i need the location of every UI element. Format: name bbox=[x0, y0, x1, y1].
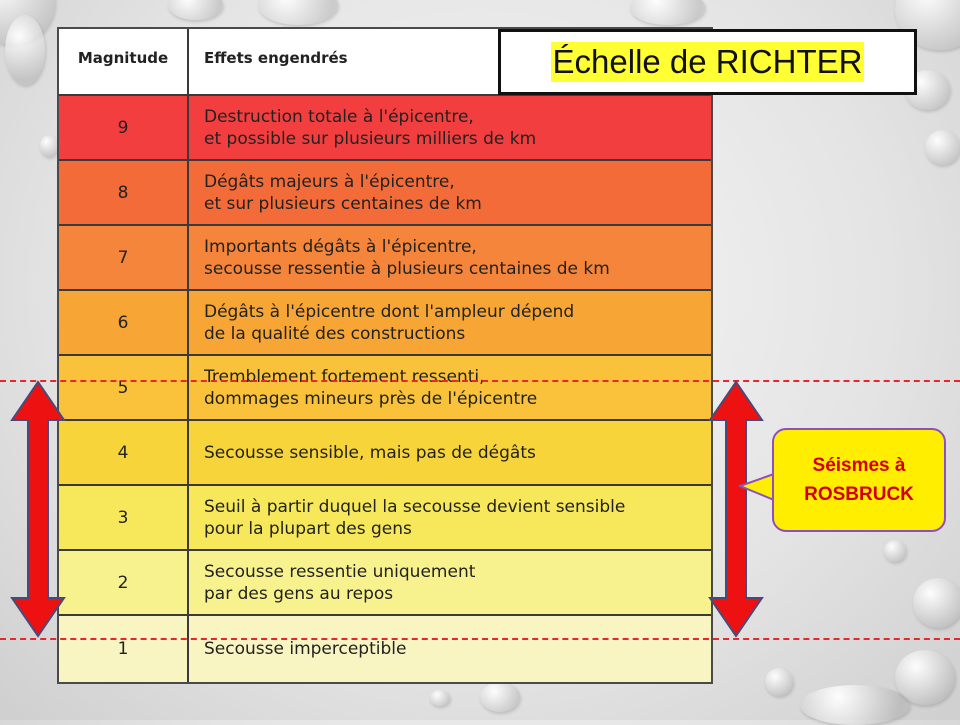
page-title: Échelle de RICHTER bbox=[552, 43, 863, 80]
magnitude-cell: 3 bbox=[59, 486, 189, 549]
page-title-box bbox=[498, 29, 917, 95]
magnitude-header: Magnitude bbox=[59, 29, 189, 94]
effect-cell: Tremblement fortement ressenti, dommages mineurs près de l'épicentre bbox=[204, 366, 538, 409]
water-drop bbox=[630, 0, 705, 25]
magnitude-cell: 9 bbox=[59, 96, 189, 159]
magnitude-cell: 4 bbox=[59, 421, 189, 484]
water-drop bbox=[765, 668, 793, 696]
water-drop bbox=[925, 130, 960, 165]
water-drop bbox=[800, 685, 910, 725]
water-drop bbox=[884, 540, 906, 562]
effect-cell: Dégâts à l'épicentre dont l'ampleur dépend de la qualité des constructions bbox=[204, 301, 575, 344]
table-row bbox=[59, 161, 711, 226]
effect-cell: Dégâts majeurs à l'épicentre, et sur plusieurs centaines de km bbox=[204, 171, 482, 214]
callout-line-2: ROSBRUCK bbox=[804, 484, 914, 505]
effect-cell: Destruction totale à l'épicentre, et possible sur plusieurs milliers de km bbox=[204, 106, 537, 149]
magnitude-cell: 8 bbox=[59, 161, 189, 224]
effect-cell: Secousse sensible, mais pas de dégâts bbox=[204, 442, 536, 463]
water-drop bbox=[913, 578, 960, 628]
table-row bbox=[59, 291, 711, 356]
water-drop bbox=[40, 135, 58, 157]
rosbruck-callout bbox=[772, 428, 946, 532]
water-drop bbox=[480, 682, 520, 712]
magnitude-cell: 5 bbox=[59, 356, 189, 419]
table-row bbox=[59, 551, 711, 616]
right-double-arrow bbox=[706, 378, 766, 640]
callout-line-1: Séismes à bbox=[812, 455, 906, 476]
table-row bbox=[59, 96, 711, 161]
table-row bbox=[59, 356, 711, 421]
effect-cell: Importants dégâts à l'épicentre, secousse ressentie à plusieurs centaines de km bbox=[204, 236, 610, 279]
left-double-arrow bbox=[8, 378, 68, 640]
magnitude-cell: 1 bbox=[59, 616, 189, 682]
upper-dashed-line bbox=[0, 380, 960, 382]
magnitude-cell: 2 bbox=[59, 551, 189, 614]
effect-cell: Secousse ressentie uniquement par des gens au repos bbox=[204, 561, 476, 604]
richter-table bbox=[57, 27, 713, 684]
water-drop bbox=[258, 0, 338, 25]
table-row bbox=[59, 616, 711, 682]
table-row bbox=[59, 486, 711, 551]
table-row bbox=[59, 421, 711, 486]
effects-header: Effets engendrés bbox=[204, 49, 348, 67]
effect-cell: Seuil à partir duquel la secousse devient sensible pour la plupart des gens bbox=[204, 496, 626, 539]
table-row bbox=[59, 226, 711, 291]
magnitude-cell: 7 bbox=[59, 226, 189, 289]
water-drop bbox=[5, 15, 45, 85]
water-drop bbox=[168, 0, 223, 20]
magnitude-cell: 6 bbox=[59, 291, 189, 354]
water-drop bbox=[430, 690, 450, 706]
effect-cell: Secousse imperceptible bbox=[204, 639, 407, 659]
lower-dashed-line bbox=[0, 638, 960, 640]
